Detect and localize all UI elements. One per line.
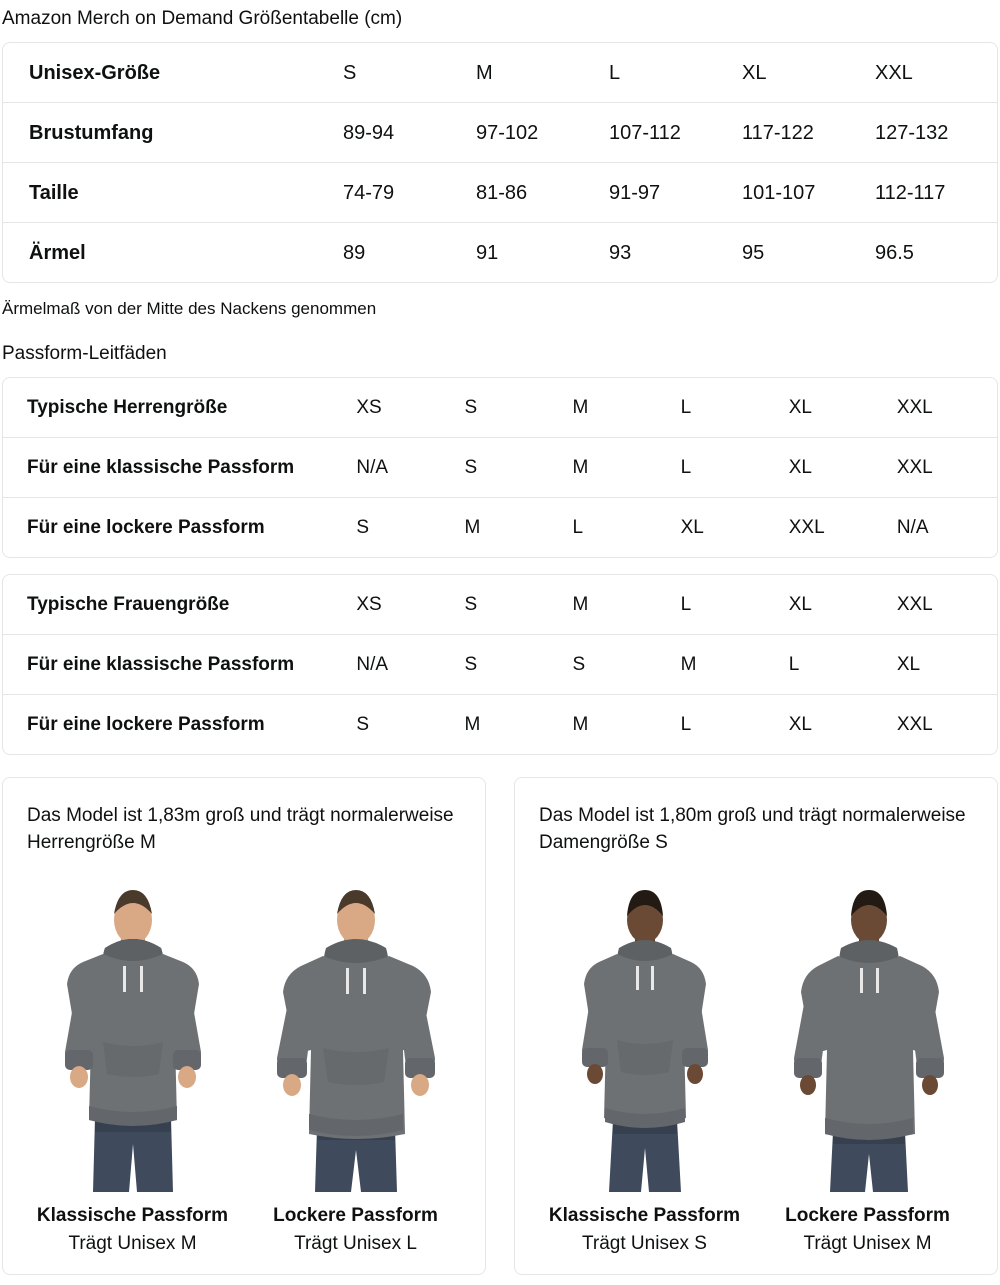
male-loose-fit-figure [246, 882, 466, 1192]
fit-wears: Trägt Unisex M [803, 1233, 932, 1254]
cell-value: S [464, 653, 478, 675]
womens-fit-table [3, 575, 997, 754]
cell-value: M [476, 61, 493, 84]
female-classic-fit-figure [535, 882, 755, 1192]
cell-value: L [680, 456, 692, 478]
fit-wears: Trägt Unisex S [582, 1233, 707, 1254]
female-loose-fit-figure [758, 882, 978, 1192]
fit-wears: Trägt Unisex L [294, 1233, 417, 1254]
cell-value: N/A [356, 456, 389, 478]
cell-value: M [572, 593, 589, 615]
male-classic-hoodie-illustration [33, 882, 233, 1192]
page-title: Amazon Merch on Demand Größentabelle (cm) [2, 8, 403, 29]
cell-value: M [464, 516, 481, 538]
cell-value: XL [788, 593, 812, 615]
fit-name: Klassische Passform [548, 1205, 741, 1226]
table-row [3, 438, 997, 498]
male-model-card [2, 777, 486, 1275]
male-model-figures [21, 862, 467, 1192]
cell-value: XXL [896, 713, 933, 735]
male-fit-labels [21, 1202, 467, 1258]
cell-value: M [572, 456, 589, 478]
model-caption: Das Model ist 1,80m groß und trägt normalerweise Damengröße S [539, 805, 966, 853]
row-label: Für eine lockere Passform [27, 713, 265, 735]
male-loose-hoodie-illustration [251, 882, 461, 1192]
womens-fit-table-card [2, 574, 998, 755]
female-loose-hoodie-illustration [763, 882, 973, 1192]
female-classic-hoodie-illustration [545, 882, 745, 1192]
cell-value: L [788, 653, 800, 675]
cell-value: N/A [356, 653, 389, 675]
cell-value: XXL [896, 593, 933, 615]
cell-value: S [572, 653, 586, 675]
fit-label [23, 1202, 243, 1258]
cell-value: 107-112 [609, 121, 681, 144]
cell-value: XL [788, 713, 812, 735]
mens-fit-table-card [2, 377, 998, 558]
cell-value: S [356, 516, 370, 538]
fit-guides-label: Passform-Leitfäden [2, 343, 167, 364]
cell-value: XS [356, 593, 382, 615]
row-label: Für eine klassische Passform [27, 456, 295, 478]
cell-value: 93 [609, 241, 632, 264]
cell-value: 112-117 [875, 181, 946, 204]
cell-value: 95 [742, 241, 765, 264]
row-label: Typische Frauengröße [27, 593, 230, 615]
cell-value: L [572, 516, 584, 538]
size-table-card [2, 42, 998, 283]
cell-value: 101-107 [742, 181, 816, 204]
cell-value: 74-79 [343, 181, 395, 204]
row-label: Typische Herrengröße [27, 396, 228, 418]
table-row [3, 223, 998, 283]
cell-value: L [680, 713, 692, 735]
row-label: Für eine lockere Passform [27, 516, 265, 538]
row-label: Taille [29, 181, 79, 204]
cell-value: M [572, 713, 589, 735]
table-row [3, 378, 997, 438]
cell-value: 91 [476, 241, 499, 264]
cell-value: S [356, 713, 370, 735]
fit-name: Lockere Passform [785, 1205, 950, 1226]
cell-value: XXL [896, 456, 933, 478]
cell-value: M [572, 396, 589, 418]
table-row [3, 163, 998, 223]
cell-value: S [343, 61, 357, 84]
cell-value: 89-94 [343, 121, 395, 144]
fit-wears: Trägt Unisex M [68, 1233, 197, 1254]
cell-value: 81-86 [476, 181, 528, 204]
table-row [3, 43, 998, 103]
cell-value: XL [896, 653, 921, 675]
cell-value: 97-102 [476, 121, 539, 144]
row-label: Für eine klassische Passform [27, 653, 295, 675]
cell-value: 117-122 [742, 121, 814, 144]
fit-label [246, 1202, 466, 1258]
male-classic-fit-figure [23, 882, 243, 1192]
cell-value: L [680, 593, 692, 615]
cell-value: XXL [896, 396, 933, 418]
table-row [3, 635, 997, 695]
row-label: Ärmel [29, 241, 86, 264]
cell-value: M [680, 653, 697, 675]
cell-value: XL [680, 516, 704, 538]
fit-label [758, 1202, 978, 1258]
cell-value: L [609, 61, 621, 84]
cell-value: XL [788, 396, 812, 418]
cell-value: N/A [896, 516, 929, 538]
cell-value: L [680, 396, 692, 418]
fit-label [535, 1202, 755, 1258]
model-caption: Das Model ist 1,83m groß und trägt normalerweise Herrengröße M [27, 805, 454, 853]
female-model-card [514, 777, 998, 1275]
fit-name: Klassische Passform [36, 1205, 229, 1226]
cell-value: XL [742, 61, 767, 84]
table-row [3, 695, 997, 755]
cell-value: 91-97 [609, 181, 661, 204]
fit-name: Lockere Passform [273, 1205, 438, 1226]
cell-value: 96.5 [875, 241, 914, 264]
table-row [3, 103, 998, 163]
cell-value: S [464, 456, 478, 478]
female-fit-labels [533, 1202, 979, 1258]
row-label: Unisex-Größe [29, 61, 161, 84]
row-label: Brustumfang [29, 121, 154, 144]
cell-value: M [464, 713, 481, 735]
cell-value: S [464, 396, 478, 418]
cell-value: S [464, 593, 478, 615]
table-row [3, 575, 997, 635]
cell-value: 127-132 [875, 121, 949, 144]
cell-value: XXL [875, 61, 913, 84]
size-table [3, 43, 998, 282]
cell-value: XXL [788, 516, 825, 538]
mens-fit-table [3, 378, 997, 557]
cell-value: XL [788, 456, 812, 478]
model-cards-row [2, 777, 998, 1275]
table-row [3, 498, 997, 558]
cell-value: XS [356, 396, 382, 418]
cell-value: 89 [343, 241, 366, 264]
female-model-figures [533, 862, 979, 1192]
sleeve-measurement-note: Ärmelmaß von der Mitte des Nackens genommen [2, 299, 377, 318]
